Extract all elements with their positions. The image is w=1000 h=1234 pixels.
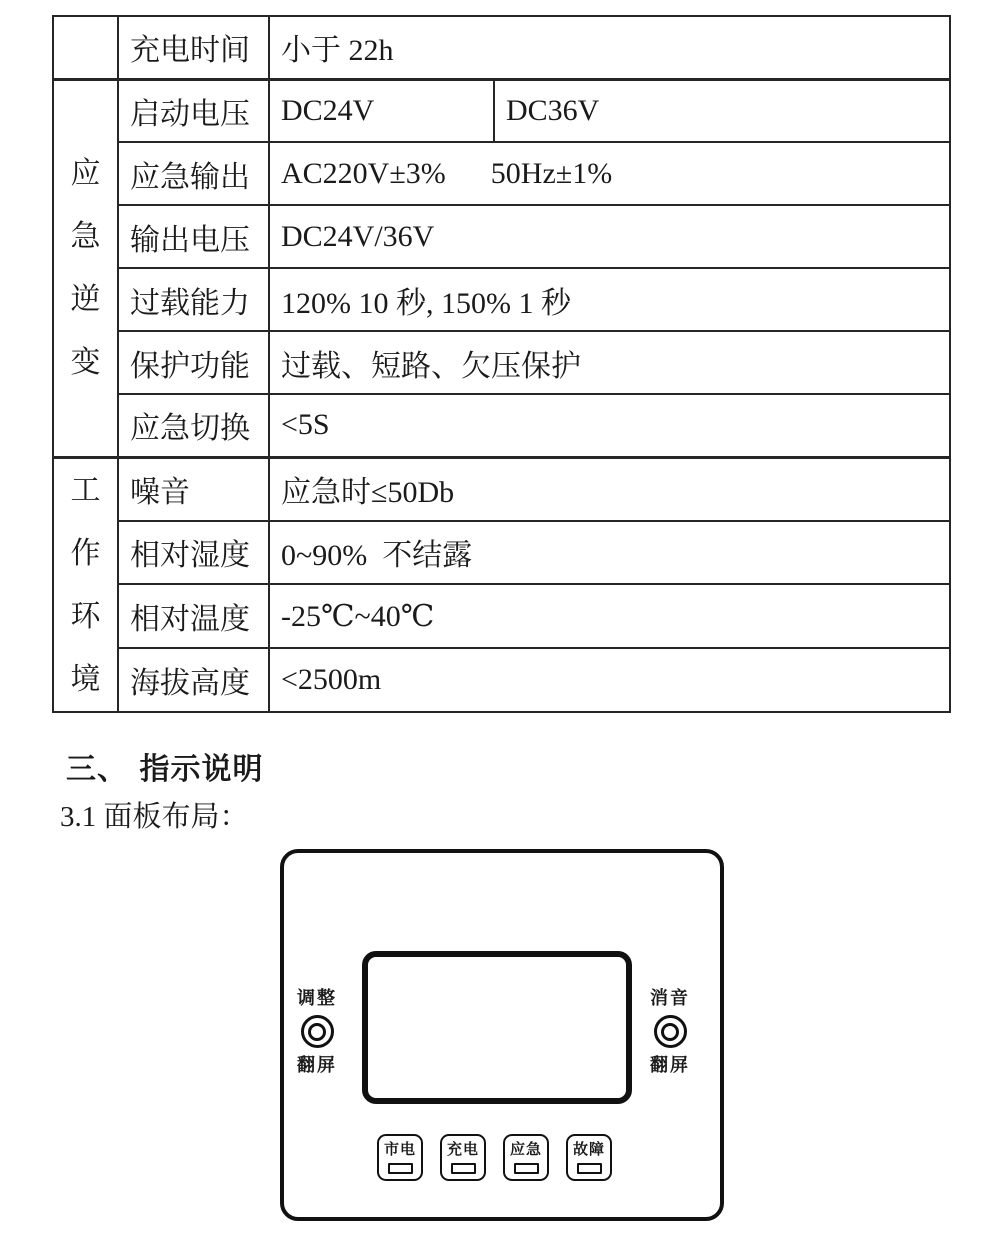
panel-display-screen	[362, 951, 632, 1104]
spec-label-cell: 噪音	[118, 457, 269, 521]
indicator-led-window	[577, 1163, 602, 1174]
round-button-icon	[301, 1015, 334, 1048]
panel-diagram	[280, 849, 724, 1221]
spec-value-cell: AC220V±3% 50Hz±1%	[269, 142, 950, 205]
spec-value-cell: <2500m	[269, 648, 950, 712]
table-row	[53, 79, 950, 142]
section-heading: 三、 指示说明	[66, 752, 264, 787]
spec-label-cell: 海拔高度	[118, 648, 269, 712]
button-inner-circle-icon	[661, 1023, 679, 1041]
table-row	[53, 521, 950, 585]
table-row	[53, 268, 950, 331]
indicator-emergency	[503, 1134, 549, 1181]
flip-screen-label: 翻屏	[650, 1055, 690, 1075]
section-subheading: 3.1 面板布局：	[60, 801, 249, 833]
spec-label-cell: 启动电压	[118, 79, 269, 142]
table-row	[53, 584, 950, 648]
table-row	[53, 16, 950, 79]
spec-value-cell: <5S	[269, 394, 950, 457]
mute-flip-button-group	[637, 987, 703, 1076]
indicator-led-window	[451, 1163, 476, 1174]
adjust-label: 调整	[297, 988, 337, 1008]
indicator-led-window	[514, 1163, 539, 1174]
round-button-icon	[654, 1015, 687, 1048]
indicator-led-window	[388, 1163, 413, 1174]
flip-screen-label: 翻屏	[297, 1055, 337, 1075]
indicator-row	[377, 1134, 612, 1181]
spec-label-cell: 保护功能	[118, 331, 269, 394]
spec-value-cell: -25℃~40℃	[269, 584, 950, 648]
spec-value-cell: 120% 10 秒, 150% 1 秒	[269, 268, 950, 331]
spec-label-cell: 相对温度	[118, 584, 269, 648]
spec-value-cell: DC24V	[269, 79, 494, 142]
vertical-group-label: 应急逆变	[70, 157, 101, 379]
indicator-label: 应急	[509, 1142, 542, 1158]
indicator-label: 市电	[383, 1142, 416, 1158]
spec-value-cell: 过载、短路、欠压保护	[269, 331, 950, 394]
spec-label-cell: 输出电压	[118, 205, 269, 268]
indicator-label: 故障	[572, 1142, 605, 1158]
spec-group-cell-work-environment	[53, 457, 118, 712]
spec-group-cell-emergency-inverter	[53, 79, 118, 457]
table-row	[53, 394, 950, 457]
spec-value-cell: DC24V/36V	[269, 205, 950, 268]
table-row	[53, 648, 950, 712]
table-row	[53, 457, 950, 521]
indicator-fault	[566, 1134, 612, 1181]
table-row	[53, 142, 950, 205]
spec-value-cell: 应急时≤50Db	[269, 457, 950, 521]
table-row	[53, 331, 950, 394]
spec-label-cell: 充电时间	[118, 16, 269, 79]
indicator-charging	[440, 1134, 486, 1181]
spec-value-cell: DC36V	[494, 79, 950, 142]
mute-label: 消音	[650, 988, 690, 1008]
spec-label-cell: 相对湿度	[118, 521, 269, 585]
table-row	[53, 205, 950, 268]
spec-label-cell: 应急输出	[118, 142, 269, 205]
indicator-label: 充电	[446, 1142, 479, 1158]
spec-table	[52, 15, 951, 713]
button-inner-circle-icon	[308, 1023, 326, 1041]
spec-label-cell: 应急切换	[118, 394, 269, 457]
spec-label-cell: 过载能力	[118, 268, 269, 331]
spec-value-cell: 0~90% 不结露	[269, 521, 950, 585]
spec-value-cell: 小于 22h	[269, 16, 950, 79]
vertical-group-label: 工作环境	[70, 473, 101, 696]
indicator-mains	[377, 1134, 423, 1181]
spec-group-cell-empty	[53, 16, 118, 79]
adjust-flip-button-group	[284, 987, 350, 1076]
